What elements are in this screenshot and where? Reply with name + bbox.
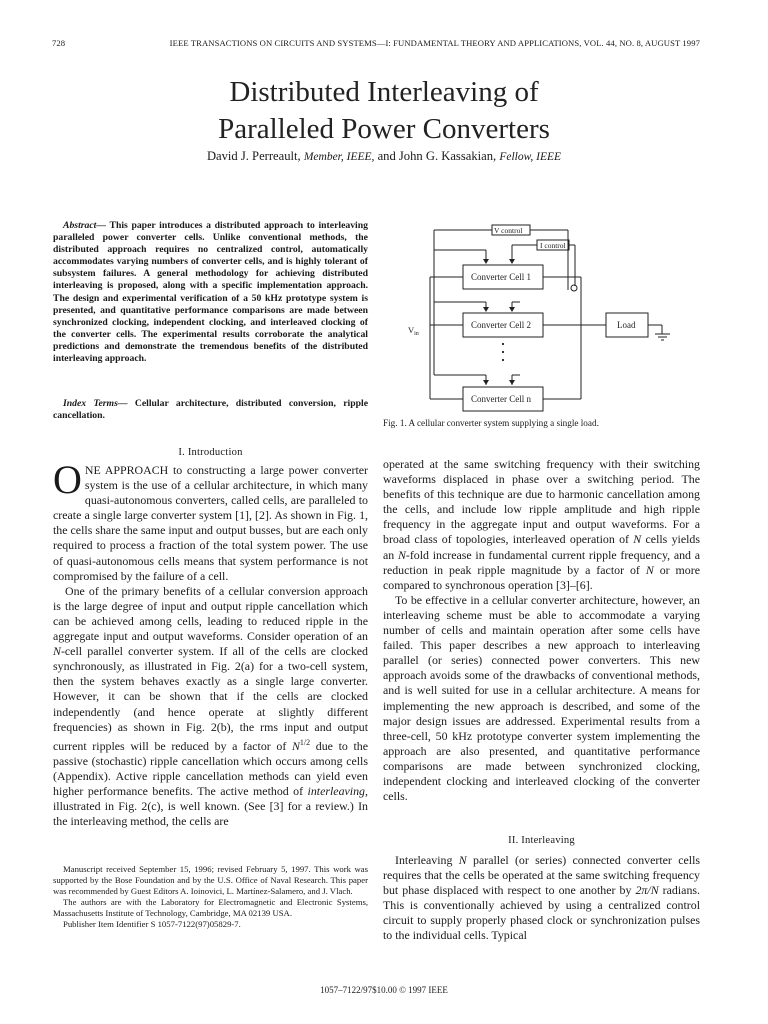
load-label: Load bbox=[617, 320, 636, 330]
footnote-publisher-id: Publisher Item Identifier S 1057-7122(97)05829-7. bbox=[63, 919, 241, 929]
interleaving-paragraph-1: Interleaving N parallel (or series) connected converter cells requires that the cells be operated at the same switching frequency but phase displaced with respect to one another by 2π/N radians. This is conventionally achieved by using a centralized control circuit to supply properly phased clock or synchronization pulses to the individual cells. Typical bbox=[383, 853, 700, 943]
copyright-footer: 1057–7122/97$10.00 © 1997 IEEE bbox=[320, 985, 448, 995]
i-control-label: I control bbox=[540, 241, 566, 250]
right-paragraph-2: To be effective in a cellular converter architecture, however, an interleaving scheme must be able to accommodate a varying number of cells and maintain operation after some cells have failed. This paper describes a new approach to interleaving parallel (or series) connected power converters. This new approach avoids some of the drawbacks of conventional methods, and is well suited for use in a cellular architecture. A means for implementing the new approach is described, and some of the major design issues are addressed. Experimental results from a three-cell, 50 kHz prototype converter system implementing the approach are also presented, and quantitative performance comparisons are made between synchronized clocking, independent clocking and interleaved clocking of the converter cells. bbox=[383, 592, 700, 804]
author-and: and bbox=[377, 149, 396, 163]
cell-2-label: Converter Cell 2 bbox=[471, 320, 531, 330]
fig1-diagram bbox=[400, 222, 690, 414]
index-terms-label: Index Terms— bbox=[63, 398, 128, 409]
author-1: David J. Perreault, bbox=[206, 149, 301, 163]
v-control-label: V control bbox=[494, 226, 523, 235]
fig1-caption: Fig. 1. A cellular converter system supplying a single load. bbox=[383, 418, 599, 428]
author-1-role: Member, IEEE, bbox=[303, 151, 375, 163]
footnote-manuscript: Manuscript received September 15, 1996; revised February 5, 1997. This work was supported by the Bose Foundation and by the U.S. Office of Naval Research. This paper was recommended by Guest Editors A. Ioinovici, L. Martínez-Salamero, and J. Vlach. bbox=[53, 864, 368, 896]
abstract-label: Abstract— bbox=[63, 220, 107, 231]
page-number: 728 bbox=[52, 38, 66, 48]
right-column-body bbox=[383, 457, 700, 804]
section-heading-introduction: I. Introduction bbox=[178, 447, 243, 458]
intro-p1-text: to constructing a large power converter system is the use of a cellular architecture, in which many quasi-autonomous converters, called cells, are paralleled to create a single large converter system [1], [2]. As shown in Fig. 1, the cells share the same input and output busses, but are each only required to process a fraction of the total system power. The use of quasi-autonomous cells means that system performance is not compromised by the failure of a cell. bbox=[53, 463, 368, 583]
abstract-text: This paper introduces a distributed approach to interleaving paralleled power converter cells. Unlike conventional methods, the distributed approach requires no centralized control, automatically accommodates varying numbers of converter cells, and is highly tolerant of subsystem failures. A general methodology for achieving distributed interleaving is proposed, along with a specific implementation approach. The design and experimental verification of a 50 kHz prototype system is presented, and quantitative performance comparisons are made between synchronized clocking, independent clocking, and interleaved clocking of the converter cells. The experimental results corroborate the analytical predictions and demonstrate the tremendous benefits of the distributed interleaving approach. bbox=[53, 220, 368, 365]
author-2-role: Fellow, IEEE bbox=[499, 151, 562, 163]
index-terms-text: Cellular architecture, distributed conversion, ripple cancellation. bbox=[53, 398, 368, 422]
right-paragraph-1: operated at the same switching frequency with their switching waveforms displaced in phase over a switching period. The benefits of this technique are due to harmonic cancellation among the cells, and include low ripple amplitude and high ripple frequency in the aggregate input and output waveforms. For a broad class of topologies, interleaved operation of N cells yields an N-fold increase in fundamental current ripple frequency, and a reduction in peak ripple magnitude by a factor of N or more compared to synchronous operation [3]–[6]. bbox=[383, 457, 700, 592]
footnote-affiliation: The authors are with the Laboratory for Electromagnetic and Electronic Systems, Massachusetts Institute of Technology, Cambridge, MA 02139 USA. bbox=[53, 897, 368, 918]
abstract bbox=[53, 220, 368, 365]
author-2: John G. Kassakian, bbox=[398, 149, 497, 163]
interleaving-body bbox=[383, 853, 700, 944]
author-line bbox=[0, 149, 768, 164]
left-column-body bbox=[53, 457, 368, 829]
title-line-1: Distributed Interleaving of bbox=[229, 76, 539, 108]
journal-header: IEEE TRANSACTIONS ON CIRCUITS AND SYSTEMS—I: FUNDAMENTAL THEORY AND APPLICATIONS, VOL. 44, NO. 8, AUGUST 1997 bbox=[169, 38, 700, 48]
vin-label: $V_{in}$ bbox=[408, 325, 419, 337]
cell-1-label: Converter Cell 1 bbox=[471, 272, 531, 282]
index-terms bbox=[53, 398, 368, 422]
section-heading-interleaving: II. Interleaving bbox=[508, 835, 575, 846]
footnote bbox=[53, 864, 368, 930]
cell-n-label: Converter Cell n bbox=[471, 394, 531, 404]
intro-paragraph-1 bbox=[53, 457, 368, 584]
paper-title bbox=[0, 74, 768, 148]
title-line-2: Paralleled Power Converters bbox=[218, 113, 550, 145]
sense-node bbox=[571, 285, 577, 291]
intro-caps: NE APPROACH bbox=[84, 463, 169, 477]
intro-paragraph-2: One of the primary benefits of a cellular conversion approach is the large degree of input and output ripple cancellation which can be achieved among cells, leading to reduced ripple in the aggregate input and output waveforms. Consider operation of an N-cell parallel converter system. If all of the cells are clocked synchronously, as illustrated in Fig. 2(a) for a two-cell system, then the system behaves exactly as a single large converter. However, it can be shown that if the cells are clocked independently (and hence operate at slightly different frequencies) as shown in Fig. 2(b), the rms input and output current ripples will be reduced by a factor of $N^{1/2}$ due to the passive (stochastic) ripple cancellation which occurs among cells (Appendix). Active ripple cancellation methods can yield even higher performance benefits. The active method of interleaving, illustrated in Fig. 2(c), is well known. (See [3] for a review.) In the interleaving method, the cells are bbox=[53, 583, 368, 829]
drop-cap: O bbox=[53, 457, 82, 502]
